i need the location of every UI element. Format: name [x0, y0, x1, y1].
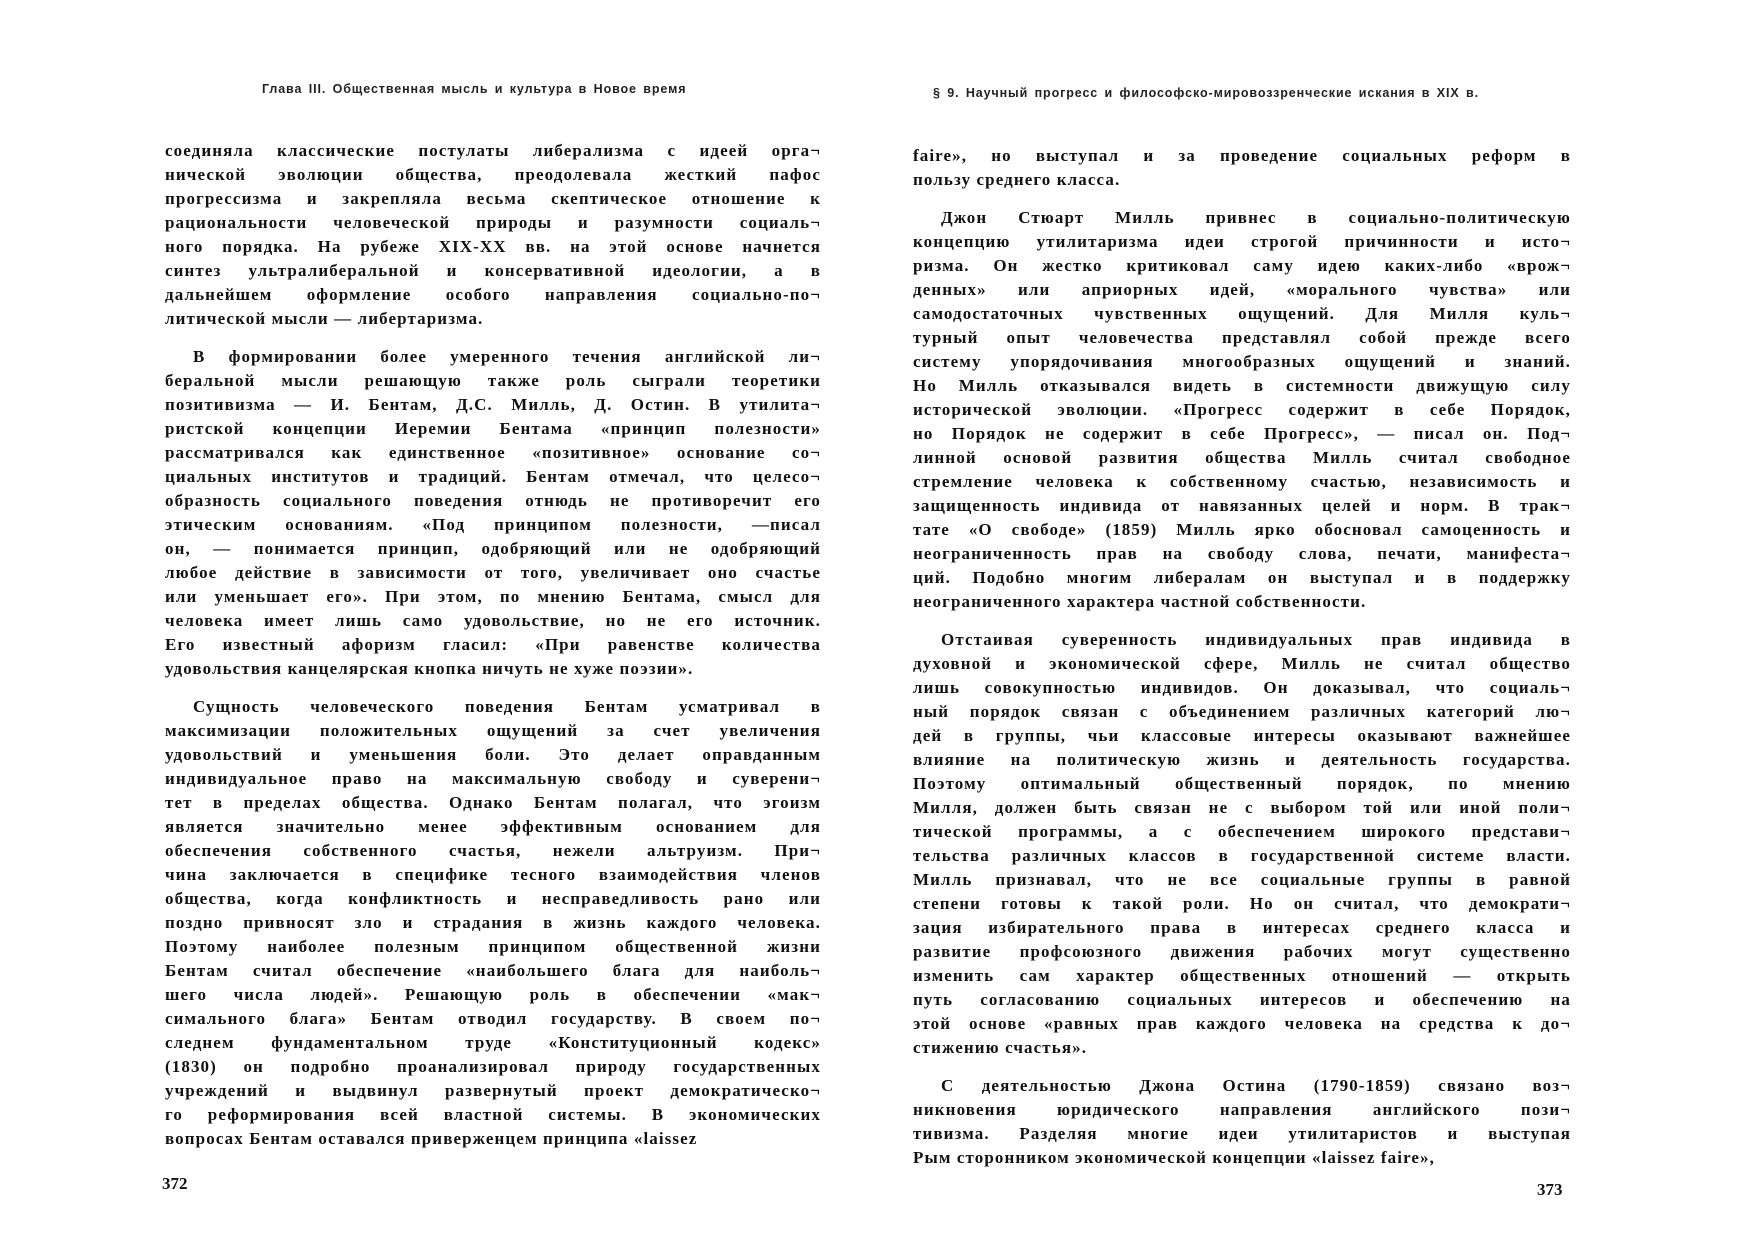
- text-line: шего числа людей». Решающую роль в обеспечении «мак¬: [165, 985, 821, 1004]
- text-line: ристской концепции Иеремии Бентама «принцип полезности»: [165, 419, 821, 438]
- text-line: неограниченность прав на свободу слова, печати, манифеста¬: [913, 544, 1571, 563]
- text-line: Его известный афоризм гласил: «При равенстве количества: [165, 635, 821, 654]
- text-line: путь согласованию социальных интересов и обеспечению на: [913, 990, 1571, 1009]
- paragraph: [165, 345, 821, 681]
- text-line: Милль признавал, что не все социальные группы в равной: [913, 870, 1571, 889]
- text-line: обеспечения собственного счастья, нежели альтруизм. При¬: [165, 841, 821, 860]
- text-line: (1830) он подробно проанализировал природу государственных: [165, 1057, 821, 1076]
- paragraph: [913, 206, 1571, 614]
- paragraph: [165, 139, 821, 331]
- text-line: неограниченного характера частной собственности.: [913, 592, 1367, 611]
- text-line: дальнейшем оформление особого направления социально-по¬: [165, 285, 821, 304]
- text-line: защищенность индивида от навязанных целей и норм. В трак¬: [913, 496, 1571, 515]
- text-line: Поэтому оптимальный общественный порядок, по мнению: [913, 774, 1571, 793]
- text-line: Поэтому наиболее полезным принципом общественной жизни: [165, 937, 821, 956]
- text-line: образность социального поведения отнюдь не противоречит его: [165, 491, 821, 510]
- text-line: является значительно менее эффективным основанием для: [165, 817, 821, 836]
- text-line: Отстаивая суверенность индивидуальных прав индивида в: [941, 630, 1571, 649]
- running-head-right: § 9. Научный прогресс и философско-мировоззренческие искания в XIX в.: [933, 86, 1479, 100]
- text-line: тет в пределах общества. Однако Бентам полагал, что эгоизм: [165, 793, 821, 812]
- text-line: го реформирования всей властной системы. В экономических: [165, 1105, 821, 1124]
- paragraph-gap: [165, 681, 821, 695]
- right-page-body: [913, 144, 1571, 1170]
- text-line: этой основе «равных прав каждого человека на средства к до¬: [913, 1014, 1571, 1033]
- running-head-left: Глава III. Общественная мысль и культура в Новое время: [262, 82, 687, 96]
- text-line: симального блага» Бентам отводил государству. В своем по¬: [165, 1009, 821, 1028]
- text-line: Но Милль отказывался видеть в системности движущую силу: [913, 376, 1571, 395]
- text-line: тате «О свободе» (1859) Милль ярко обосновал самоценность и: [913, 520, 1571, 539]
- text-line: стремление человека к собственному счастью, независимость и: [913, 472, 1571, 491]
- left-page-body: [165, 139, 821, 1151]
- text-line: беральной мысли решающую также роль сыграли теоретики: [165, 371, 821, 390]
- text-line: ный порядок связан с объединением различных категорий лю¬: [913, 702, 1571, 721]
- text-line: рациональности человеческой природы и разумности социаль¬: [165, 213, 821, 232]
- text-line: максимизации положительных ощущений за счет увеличения: [165, 721, 821, 740]
- text-line: стижению счастья».: [913, 1038, 1088, 1057]
- text-line: faire», но выступал и за проведение социальных реформ в: [913, 146, 1571, 165]
- text-line: ций. Подобно многим либералам он выступал и в поддержку: [913, 568, 1571, 587]
- page-number-left: 372: [162, 1174, 188, 1193]
- text-line: позитивизма — И. Бентам, Д.С. Милль, Д. Остин. В утилита¬: [165, 395, 821, 414]
- text-line: тической программы, а с обеспечением широкого представи¬: [913, 822, 1571, 841]
- text-line: человека имеет лишь само удовольствие, но не его источник.: [165, 611, 821, 630]
- text-line: развитие профсоюзного движения рабочих могут существенно: [913, 942, 1571, 961]
- text-line: В формировании более умеренного течения английской ли¬: [193, 347, 821, 366]
- text-line: соединяла классические постулаты либерализма с идеей орга¬: [165, 141, 821, 160]
- text-line: рассматривался как единственное «позитивное» основание со¬: [165, 443, 821, 462]
- text-line: влияние на политическую жизнь и деятельность государства.: [913, 750, 1571, 769]
- text-line: он, — понимается принцип, одобряющий или не одобряющий: [165, 539, 821, 558]
- paragraph: [913, 144, 1571, 192]
- paragraph-gap: [913, 614, 1571, 628]
- text-line: изменить сам характер общественных отношений — открыть: [913, 966, 1571, 985]
- text-line: поздно привносят зло и страдания в жизнь каждого человека.: [165, 913, 821, 932]
- text-line: Сущность человеческого поведения Бентам усматривал в: [193, 697, 821, 716]
- text-line: ного порядка. На рубеже XIX-XX вв. на этой основе начнется: [165, 237, 821, 256]
- text-line: удовольствия канцелярская кнопка ничуть не хуже поэзии».: [165, 659, 694, 678]
- paragraph-gap: [165, 331, 821, 345]
- text-line: ризма. Он жестко критиковал саму идею каких-либо «врож¬: [913, 256, 1571, 275]
- text-line: любое действие в зависимости от того, увеличивает оно счастье: [165, 563, 821, 582]
- text-line: удовольствий и уменьшения боли. Это делает оправданным: [165, 745, 821, 764]
- paragraph-gap: [913, 1060, 1571, 1074]
- text-line: Милля, должен быть связан не с выбором той или иной поли¬: [913, 798, 1571, 817]
- text-line: турный опыт человечества представлял собой прежде всего: [913, 328, 1571, 347]
- text-line: линной основой развития общества Милль считал свободное: [913, 448, 1571, 467]
- text-line: самодостаточных чувственных ощущений. Для Милля куль¬: [913, 304, 1571, 323]
- text-line: концепцию утилитаризма идеи строгой причинности и исто¬: [913, 232, 1571, 251]
- text-line: духовной и экономической сфере, Милль не считал общество: [913, 654, 1571, 673]
- text-line: лишь совокупностью индивидов. Он доказывал, что социаль¬: [913, 678, 1571, 697]
- text-line: денных» или априорных идей, «морального чувства» или: [913, 280, 1571, 299]
- text-line: пользу среднего класса.: [913, 170, 1121, 189]
- paragraph-gap: [913, 192, 1571, 206]
- text-line: чина заключается в специфике тесного взаимодействия членов: [165, 865, 821, 884]
- text-line: зация избирательного права в интересах среднего класса и: [913, 918, 1571, 937]
- text-line: исторической эволюции. «Прогресс содержит в себе Порядок,: [913, 400, 1571, 419]
- text-line: следнем фундаментальном труде «Конституционный кодекс»: [165, 1033, 821, 1052]
- text-line: но Порядок не содержит в себе Прогресс», — писал он. Под¬: [913, 424, 1571, 443]
- text-line: учреждений и выдвинул развернутый проект демократическо¬: [165, 1081, 821, 1100]
- paragraph: [913, 628, 1571, 1060]
- text-line: Рым сторонником экономической концепции «laissez faire»,: [913, 1148, 1436, 1167]
- text-line: литической мысли — либертаризма.: [165, 309, 484, 328]
- text-line: синтез ультралиберальной и консервативной идеологии, а в: [165, 261, 821, 280]
- text-line: Бентам считал обеспечение «наибольшего блага для наиболь¬: [165, 961, 821, 980]
- text-line: дей в группы, чьи классовые интересы оказывают важнейшее: [913, 726, 1571, 745]
- text-line: индивидуальное право на максимальную свободу и суверени¬: [165, 769, 821, 788]
- text-line: тивизма. Разделяя многие идеи утилитаристов и выступая: [913, 1124, 1571, 1143]
- text-line: циальных институтов и традиций. Бентам отмечал, что целесо¬: [165, 467, 821, 486]
- text-line: Джон Стюарт Милль привнес в социально-политическую: [941, 208, 1571, 227]
- page-number-right: 373: [1537, 1180, 1563, 1199]
- text-line: нической эволюции общества, преодолевала жесткий пафос: [165, 165, 821, 184]
- text-line: этическим основаниям. «Под принципом полезности, —писал: [165, 515, 821, 534]
- text-line: тельства различных классов в государственной системе власти.: [913, 846, 1571, 865]
- text-line: или уменьшает его». При этом, по мнению Бентама, смысл для: [165, 587, 821, 606]
- text-line: никновения юридического направления английского пози¬: [913, 1100, 1571, 1119]
- text-line: прогрессизма и закрепляла весьма скептическое отношение к: [165, 189, 821, 208]
- text-line: С деятельностью Джона Остина (1790-1859) связано воз¬: [941, 1076, 1571, 1095]
- paragraph: [165, 695, 821, 1151]
- text-line: систему упорядочивания многообразных ощущений и знаний.: [913, 352, 1571, 371]
- right-page: [877, 0, 1754, 1239]
- text-line: вопросах Бентам оставался приверженцем принципа «laissez: [165, 1129, 698, 1148]
- text-line: общества, когда конфликтность и несправедливость рано или: [165, 889, 821, 908]
- paragraph: [913, 1074, 1571, 1170]
- text-line: степени готовы к такой роли. Но он считал, что демократи¬: [913, 894, 1571, 913]
